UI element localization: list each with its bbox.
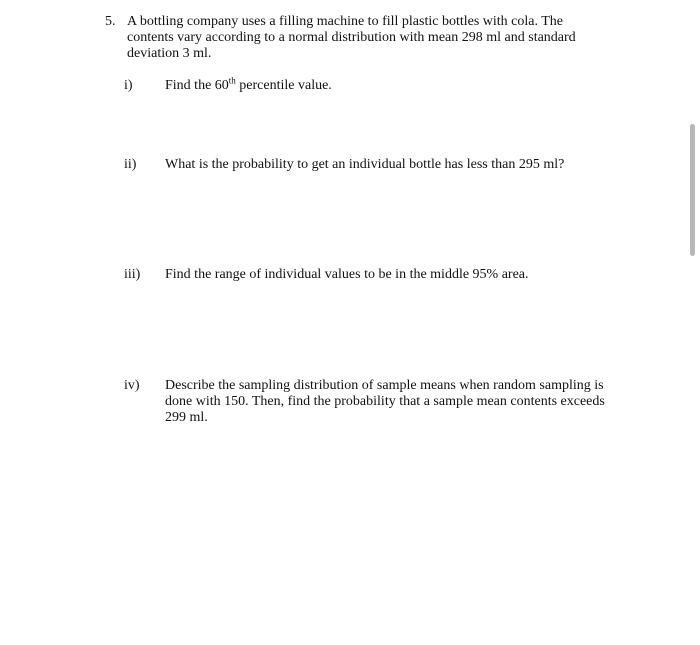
part-label: ii) [124, 157, 137, 172]
vertical-scrollbar[interactable] [690, 120, 696, 260]
part-text: Describe the sampling distribution of sample means when random sampling is done with 150. Then, find the probability that a sample mean contents exceeds 299 ml. [165, 378, 605, 425]
question-number: 5. [105, 14, 116, 29]
part-text: What is the probability to get an individual bottle has less than 295 ml? [165, 157, 565, 172]
part-label: i) [124, 78, 133, 93]
part-text-end: percentile value. [235, 78, 332, 93]
part-label: iv) [124, 378, 140, 393]
ordinal-superscript: th [228, 75, 236, 86]
part-label: iii) [124, 267, 141, 282]
part-text [165, 75, 605, 94]
question-stem: A bottling company uses a filling machine to fill plastic bottles with cola. The contents vary according to a normal distribution with mean 298 ml and standard deviation 3 ml. [127, 14, 576, 61]
part-text-start: Find the 60 [165, 78, 229, 93]
scrollbar-thumb[interactable] [690, 124, 695, 256]
part-text: Find the range of individual values to be in the middle 95% area. [165, 267, 529, 282]
